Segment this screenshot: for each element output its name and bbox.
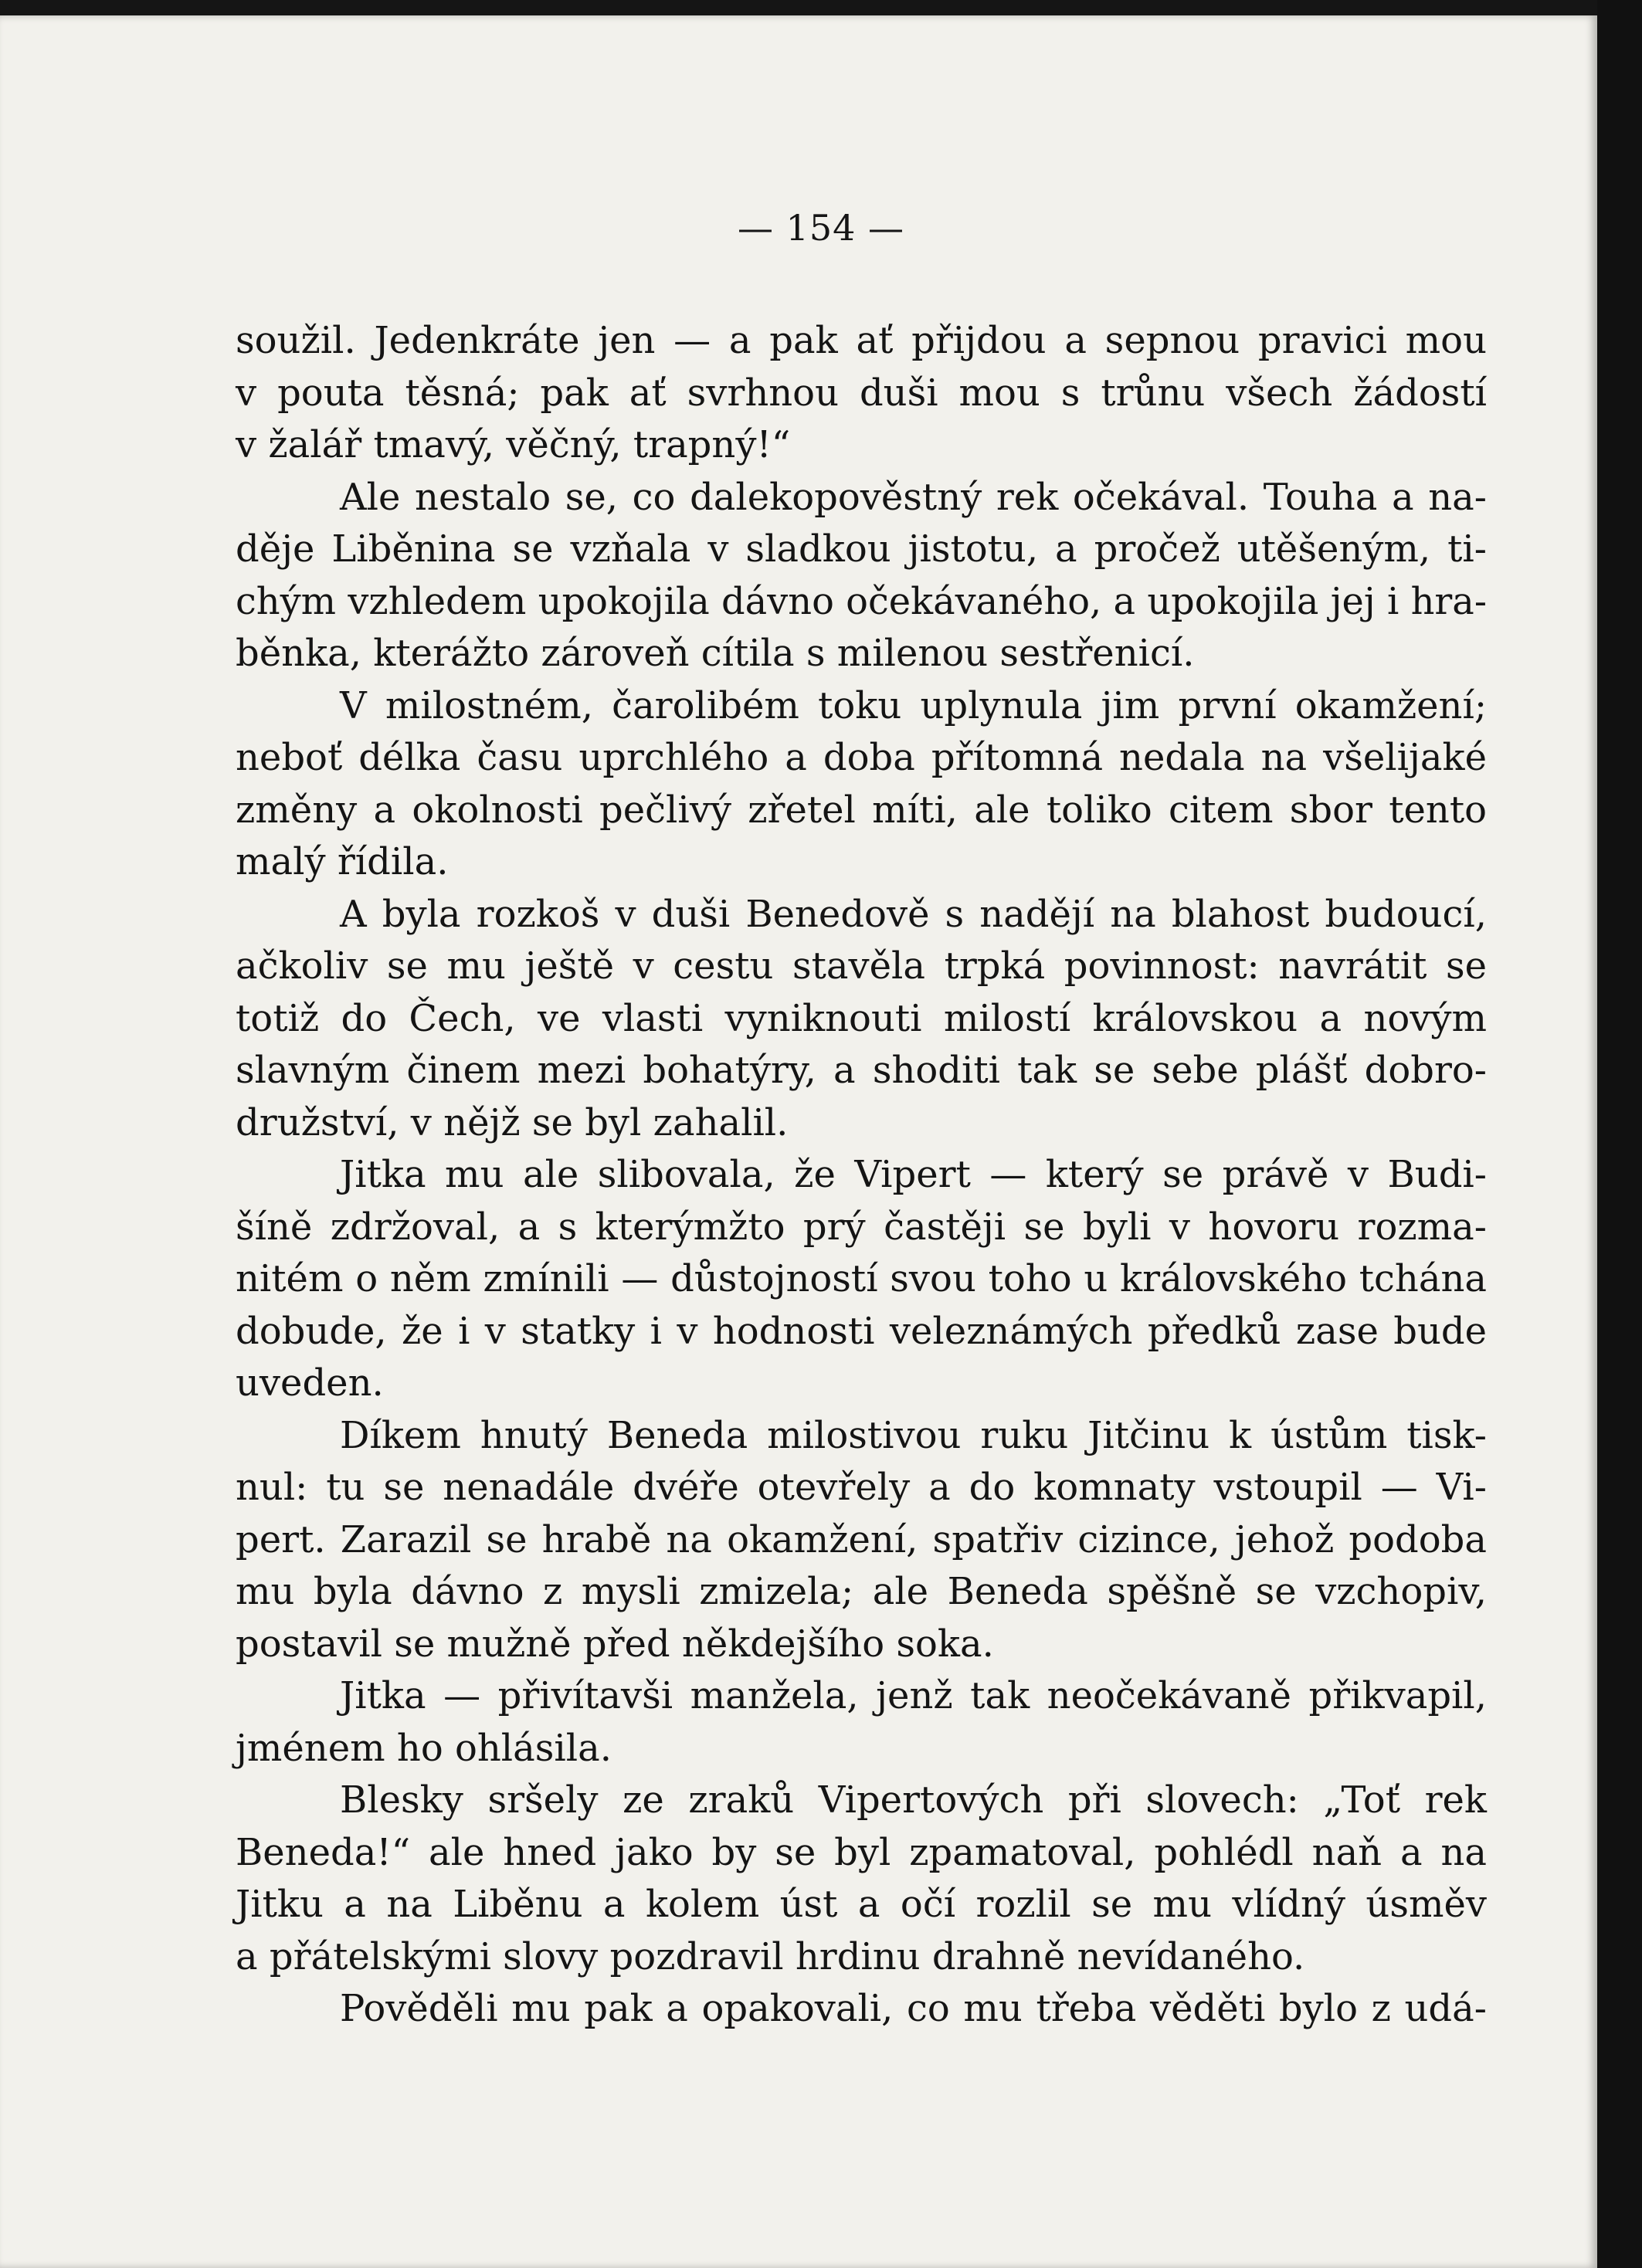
text-line: slavným činem mezi bohatýry, a shoditi tak se sebe plášť dobro- <box>236 1049 1487 1092</box>
text-line: a přátelskými slovy pozdravil hrdinu drahně nevídaného. <box>236 1934 1305 1978</box>
text-line: Jitka mu ale slibovala, že Vipert — který se právě v Budi- <box>340 1153 1487 1196</box>
text-line: uveden. <box>236 1361 384 1405</box>
text-line: soužil. Jedenkráte jen — a pak ať přijdou a sepnou pravici mou <box>236 319 1487 362</box>
text-line: změny a okolnosti pečlivý zřetel míti, ale toliko citem sbor tento <box>236 788 1487 832</box>
text-line: Pověděli mu pak a opakovali, co mu třeba věděti bylo z udá- <box>340 1987 1487 2030</box>
text-line: nitém o něm zmínili — důstojností svou toho u královského tchána <box>236 1257 1487 1300</box>
text-line: pert. Zarazil se hrabě na okamžení, spatřiv cizince, jehož podoba <box>236 1517 1487 1561</box>
text-line: V milostném, čarolibém toku uplynula jim první okamžení; <box>340 683 1487 727</box>
text-line: družství, v nějž se byl zahalil. <box>236 1100 789 1144</box>
text-line: v pouta těsná; pak ať svrhnou duši mou s trůnu všech žádostí <box>236 371 1487 415</box>
text-line: běnka, kterážto zároveň cítila s milenou sestřenicí. <box>236 632 1195 675</box>
scan-top-edge <box>0 0 1642 17</box>
text-line: totiž do Čech, ve vlasti vyniknouti milostí královskou a novým <box>236 996 1487 1040</box>
text-line: Blesky sršely ze zraků Vipertových při slovech: „Toť rek <box>340 1778 1487 1822</box>
text-line: v žalář tmavý, věčný, trapný!“ <box>236 423 791 466</box>
text-line: dobude, že i v statky i v hodnosti veleznámých předků zase bude <box>236 1309 1487 1353</box>
page-number: — 154 — <box>737 207 905 249</box>
text-line: mu byla dávno z mysli zmizela; ale Beneda spěšně se vzchopiv, <box>236 1570 1487 1613</box>
body-text <box>236 315 1487 2036</box>
text-line: Beneda!“ ale hned jako by se byl zpamatoval, pohlédl naň a na <box>236 1830 1487 1874</box>
text-line: děje Liběnina se vzňala v sladkou jistotu, a pročež utěšeným, ti- <box>236 527 1487 571</box>
text-line: šíně zdržoval, a s kterýmžto prý častěji se byli v hovoru rozma- <box>236 1205 1487 1249</box>
text-line: Ale nestalo se, co dalekopověstný rek očekával. Touha a na- <box>340 475 1487 519</box>
text-line: Jitku a na Liběnu a kolem úst a očí rozlil se mu vlídný úsměv <box>236 1883 1487 1926</box>
text-line: Jitka — přivítavši manžela, jenž tak neočekávaně přikvapil, <box>340 1674 1487 1717</box>
text-line: Díkem hnutý Beneda milostivou ruku Jitčinu k ústům tisk- <box>340 1413 1487 1457</box>
text-line: ačkoliv se mu ještě v cestu stavěla trpká povinnost: navrátit se <box>236 944 1487 988</box>
text-line: jménem ho ohlásila. <box>236 1726 612 1770</box>
scan-right-edge <box>1597 0 1642 2268</box>
text-line: A byla rozkoš v duši Benedově s nadějí na blahost budoucí, <box>340 892 1487 936</box>
text-line: postavil se mužně před někdejšího soka. <box>236 1622 994 1666</box>
text-line: chým vzhledem upokojila dávno očekávaného, a upokojila jej i hra- <box>236 580 1487 623</box>
text-line: neboť délka času uprchlého a doba přítomná nedala na všelijaké <box>236 736 1487 779</box>
text-line: malý řídila. <box>236 840 449 883</box>
text-line: nul: tu se nenadále dvéře otevřely a do komnaty vstoupil — Vi- <box>236 1466 1487 1509</box>
